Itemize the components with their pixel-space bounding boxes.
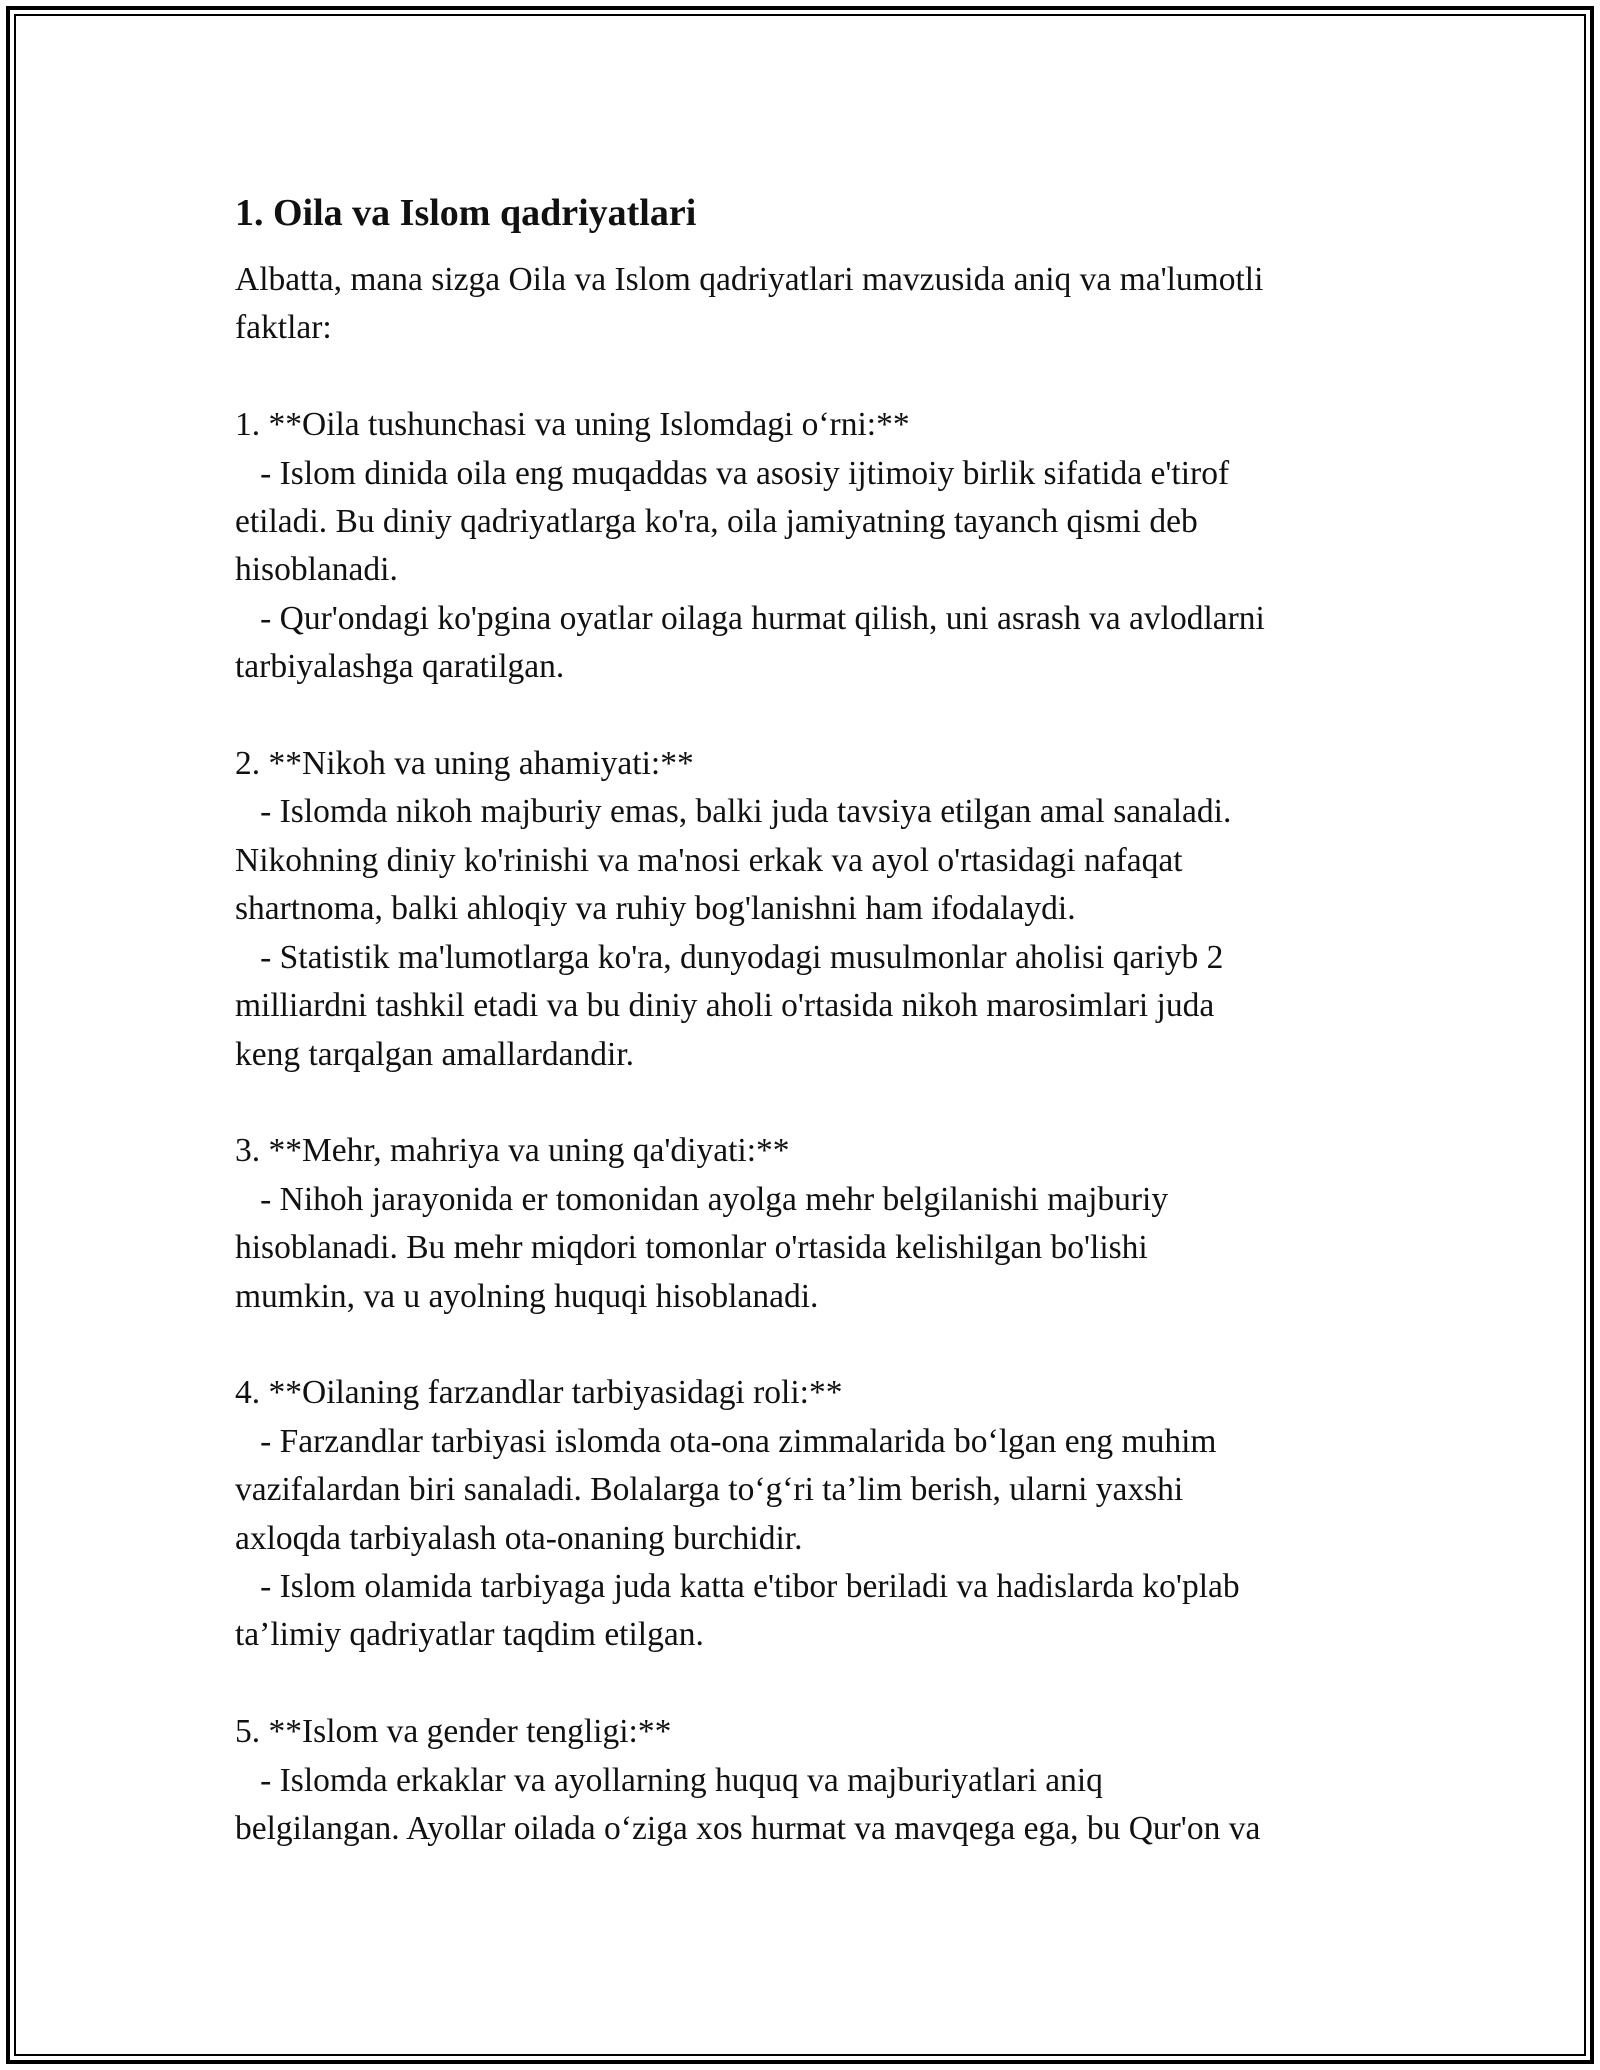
line-22: mumkin, va u ayolning huquqi hisoblanadi. bbox=[235, 1277, 819, 1315]
document-content bbox=[235, 188, 1375, 1853]
line-9: tarbiyalashga qaratilgan. bbox=[235, 648, 565, 686]
line-11: 2. **Nikoh va uning ahamiyati:** bbox=[235, 745, 694, 783]
line-12: - Islomda nikoh majburiy emas, balki juda tavsiya etilgan amal sanaladi. bbox=[235, 793, 1232, 831]
line-4: 1. **Oila tushunchasi va uning Islomdagi o‘rni:** bbox=[235, 406, 910, 444]
line-21: hisoblanadi. Bu mehr miqdori tomonlar o'rtasida kelishilgan bo'lishi bbox=[235, 1229, 1148, 1267]
line-19: 3. **Mehr, mahriya va uning qa'diyati:** bbox=[235, 1132, 790, 1170]
line-14: shartnoma, balki ahloqiy va ruhiy bog'lanishni ham ifodalaydi. bbox=[235, 890, 1076, 928]
line-8: - Qur'ondagi ko'pgina oyatlar oilaga hurmat qilish, uni asrash va avlodlarni bbox=[235, 599, 1265, 637]
line-1: Albatta, mana sizga Oila va Islom qadriyatlari mavzusida aniq va ma'lumotli bbox=[235, 261, 1264, 298]
line-13: Nikohning diniy ko'rinishi va ma'nosi erkak va ayol o'rtasidagi nafaqat bbox=[235, 841, 1183, 879]
line-24: 4. **Oilaning farzandlar tarbiyasidagi roli:** bbox=[235, 1374, 843, 1412]
line-28: - Islom olamida tarbiyaga juda katta e'tibor beriladi va hadislarda ko'plab bbox=[235, 1567, 1240, 1605]
page-title: 1. Oila va Islom qadriyatlari bbox=[235, 192, 697, 234]
line-32: - Islomda erkaklar va ayollarning huquq va majburiyatlari aniq bbox=[235, 1761, 1103, 1799]
line-2: faktlar: bbox=[235, 309, 332, 347]
document-body bbox=[235, 256, 1375, 1853]
line-25: - Farzandlar tarbiyasi islomda ota-ona zimmalarida bo‘lgan eng muhim bbox=[235, 1422, 1217, 1460]
line-7: hisoblanadi. bbox=[235, 551, 398, 589]
line-33: belgilangan. Ayollar oilada o‘ziga xos hurmat va mavqega ega, bu Qur'on va bbox=[235, 1810, 1261, 1847]
line-29: ta’limiy qadriyatlar taqdim etilgan. bbox=[235, 1616, 704, 1654]
line-27: axloqda tarbiyalash ota-onaning burchidir. bbox=[235, 1519, 803, 1557]
line-26: vazifalardan biri sanaladi. Bolalarga to‘g‘ri ta’lim berish, ularni yaxshi bbox=[235, 1471, 1184, 1509]
line-6: etiladi. Bu diniy qadriyatlarga ko'ra, oila jamiyatning tayanch qismi deb bbox=[235, 503, 1198, 541]
line-15: - Statistik ma'lumotlarga ko'ra, dunyodagi musulmonlar aholisi qariyb 2 bbox=[235, 938, 1224, 976]
line-17: keng tarqalgan amallardandir. bbox=[235, 1035, 635, 1073]
line-20: - Nihoh jarayonida er tomonidan ayolga mehr belgilanishi majburiy bbox=[235, 1180, 1169, 1218]
line-5: - Islom dinida oila eng muqaddas va asosiy ijtimoiy birlik sifatida e'tirof bbox=[235, 454, 1230, 492]
line-16: milliardni tashkil etadi va bu diniy aholi o'rtasida nikoh marosimlari juda bbox=[235, 987, 1215, 1025]
line-31: 5. **Islom va gender tengligi:** bbox=[235, 1713, 672, 1751]
